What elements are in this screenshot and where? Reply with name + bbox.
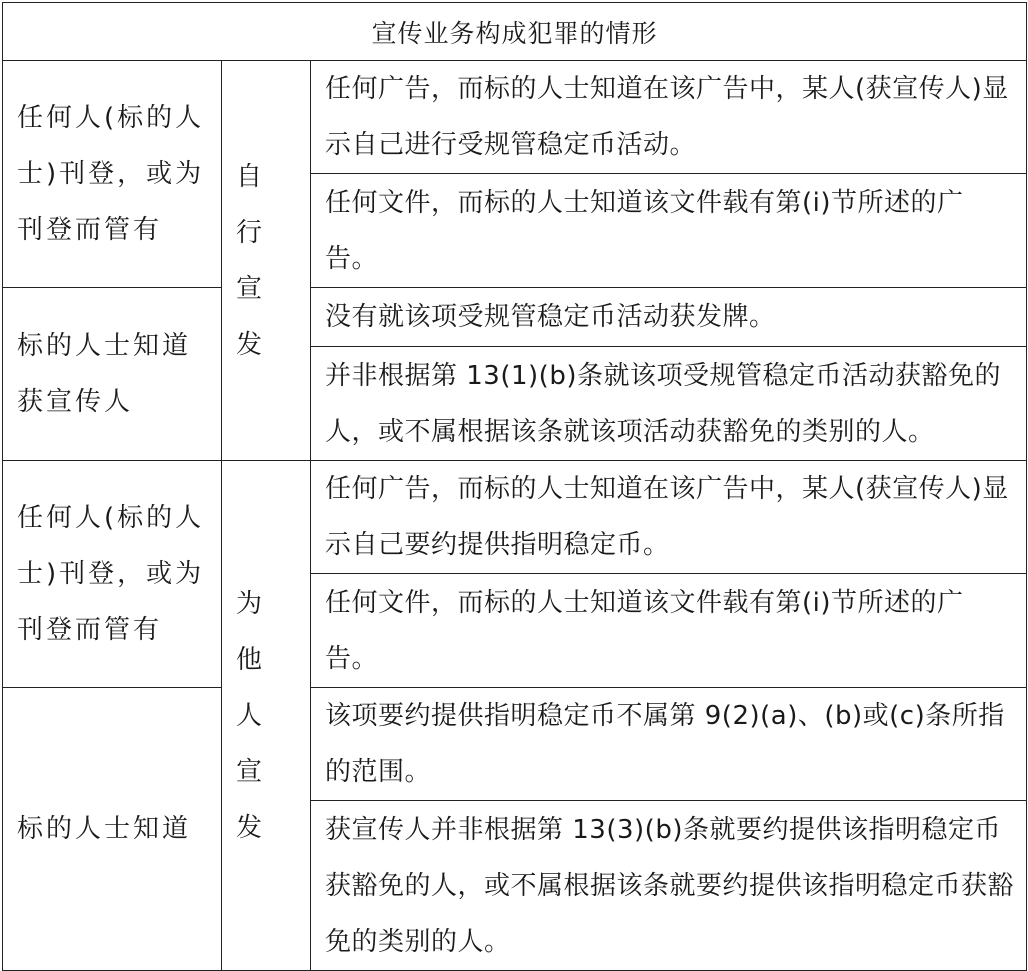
title-row [3,3,1027,61]
section2-condition-4: 获宣传人并非根据第 13(3)(b)条就要约提供该指明稳定币获豁免的人，或不属根据该条就要约提供该指明稳定币获豁免的类别的人。 [311,801,1027,971]
table-row [3,688,1027,801]
section2-condition-3: 该项要约提供指明稳定币不属第 9(2)(a)、(b)或(c)条所指的范围。 [311,688,1027,801]
section1-condition-3: 没有就该项受规管稳定币活动获发牌。 [311,288,1027,347]
table-row [3,288,1027,347]
section2-condition-1: 任何广告，而标的人士知道在该广告中，某人(获宣传人)显示自己要约提供指明稳定币。 [311,461,1027,574]
table-row [3,461,1027,574]
section1-publisher-cell: 任何人(标的人士)刊登，或为刊登而管有 [3,61,222,288]
section1-condition-4: 并非根据第 13(1)(b)条就该项受规管稳定币活动获豁免的人，或不属根据该条就该项活动获豁免的类别的人。 [311,347,1027,461]
section1-mode-cell: 自行宣发 [222,61,311,461]
section1-condition-2: 任何文件，而标的人士知道该文件载有第(i)节所述的广告。 [311,174,1027,288]
table-row [3,61,1027,174]
section2-mode-cell: 为他人宣发 [222,461,311,971]
section2-knowledge-cell: 标的人士知道 [3,688,222,971]
offense-table [2,2,1027,971]
section2-publisher-cell: 任何人(标的人士)刊登，或为刊登而管有 [3,461,222,688]
section1-knowledge-cell: 标的人士知道获宣传人 [3,288,222,461]
table-title: 宣传业务构成犯罪的情形 [3,3,1027,61]
section1-condition-1: 任何广告，而标的人士知道在该广告中，某人(获宣传人)显示自己进行受规管稳定币活动。 [311,61,1027,174]
section2-condition-2: 任何文件，而标的人士知道该文件载有第(i)节所述的广告。 [311,574,1027,688]
